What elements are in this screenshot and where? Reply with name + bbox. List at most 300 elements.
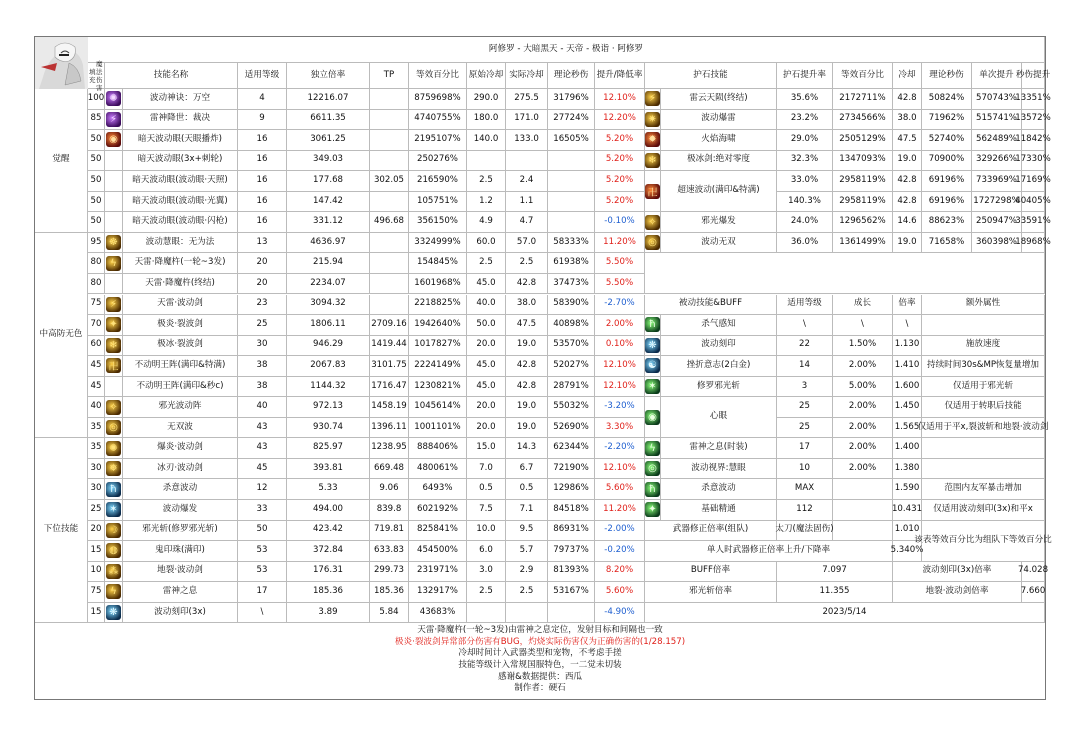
fill-value: 45 — [88, 377, 105, 398]
skill-name: 冰刃·波动剑 — [123, 459, 238, 480]
talisman-icon — [645, 171, 661, 212]
skill-dps: 40898% — [548, 315, 595, 336]
talisman-single: 570743% — [972, 89, 1022, 110]
talisman-equiv: 2734566% — [833, 110, 893, 131]
talisman-icon: ◎ — [645, 235, 660, 250]
passive-growth — [833, 521, 893, 542]
skill-equiv: 250276% — [409, 151, 467, 172]
skill-real-cd: 42.8 — [506, 274, 548, 295]
skill-real-cd: 38.0 — [506, 295, 548, 316]
empty-icon-cell — [105, 274, 123, 295]
fill-header-b: 魔法伤害 — [96, 59, 103, 92]
talisman-cd: 38.0 — [893, 110, 922, 131]
passive-level: MAX — [777, 479, 833, 500]
fill-value: 35 — [88, 418, 105, 439]
talisman-dps: 52740% — [922, 130, 972, 151]
skill-up-rate: -2.20% — [595, 438, 645, 459]
skill-level: 17 — [238, 582, 287, 603]
talisman-single: 360398% — [972, 233, 1022, 254]
talisman-equiv-header: 等效百分比 — [833, 63, 893, 89]
skill-ratio: 393.81 — [287, 459, 370, 480]
skill-real-cd: 42.8 — [506, 356, 548, 377]
passive-mult: 1.010 — [893, 521, 922, 542]
skill-icon: ✦ — [106, 317, 121, 332]
fill-value: 80 — [88, 274, 105, 295]
skill-up-rate: 5.60% — [595, 582, 645, 603]
skill-equiv: 1045614% — [409, 397, 467, 418]
talisman-dps: 69196% — [922, 192, 972, 213]
skill-ratio: 825.97 — [287, 438, 370, 459]
skill-equiv: 1230821% — [409, 377, 467, 398]
talisman-name: 雷云天陨(终结) — [661, 89, 777, 110]
passive-header-mult: 倍率 — [893, 295, 922, 316]
skill-cd: 15.0 — [467, 438, 506, 459]
stamp-mult-label: 波动刻印(3x)倍率 — [893, 562, 1022, 583]
skill-level: 53 — [238, 562, 287, 583]
skill-name: 暗天波动眼(波动眼·闪枪) — [123, 212, 238, 233]
passive-level: \ — [777, 315, 833, 336]
talisman-dps: 71658% — [922, 233, 972, 254]
talisman-sec-header: 秒伤提升 — [1022, 63, 1045, 89]
passive-extra: 仅适用于转职后技能 — [922, 397, 1045, 418]
skill-name: 波动慧眼：无为法 — [123, 233, 238, 254]
skill-real-cd: 2.9 — [506, 562, 548, 583]
talisman-equiv: 2505129% — [833, 130, 893, 151]
skill-cd: 45.0 — [467, 274, 506, 295]
passive-icon — [645, 479, 661, 500]
talisman-equiv: 1361499% — [833, 233, 893, 254]
skill-up-rate: -2.00% — [595, 521, 645, 542]
skill-dps: 58333% — [548, 233, 595, 254]
skill-up-rate: 12.10% — [595, 356, 645, 377]
fill-value: 95 — [88, 233, 105, 254]
passive-mult: 1.130 — [893, 336, 922, 357]
passive-level: 10 — [777, 459, 833, 480]
talisman-single: 515741% — [972, 110, 1022, 131]
talisman-icon: ✧ — [645, 215, 660, 230]
talisman-sec: 11842% — [1022, 130, 1045, 151]
talisman-rate-header: 护石提升率 — [777, 63, 833, 89]
skill-dps: 27724% — [548, 110, 595, 131]
skill-ratio: 3094.32 — [287, 295, 370, 316]
passive-level: 太刀(魔法固伤) — [777, 521, 833, 542]
skill-ratio: 215.94 — [287, 253, 370, 274]
single-vs-team-value: 5.340% — [893, 541, 922, 562]
talisman-cd: 19.0 — [893, 233, 922, 254]
skill-up-rate: 8.20% — [595, 562, 645, 583]
skill-dps: 12986% — [548, 479, 595, 500]
passive-extra: 范围内友军暴击增加 — [922, 479, 1045, 500]
skill-real-cd: 275.5 — [506, 89, 548, 110]
skill-tp — [370, 274, 409, 295]
fill-value: 80 — [88, 253, 105, 274]
empty-icon-cell — [105, 151, 123, 172]
skill-name: 暗天波动眼(波动眼·光翼) — [123, 192, 238, 213]
earth-mult-value: 7.660 — [1022, 582, 1045, 603]
skill-dps: 53570% — [548, 336, 595, 357]
passive-level: 112 — [777, 500, 833, 521]
level-header: 适用等级 — [238, 63, 287, 89]
fill-value: 30 — [88, 479, 105, 500]
skill-ratio: 176.31 — [287, 562, 370, 583]
talisman-rate: 29.0% — [777, 130, 833, 151]
passive-extra — [922, 459, 1045, 480]
skill-tp: 302.05 — [370, 171, 409, 192]
passive-mult: \ — [893, 315, 922, 336]
skill-ratio: 946.29 — [287, 336, 370, 357]
fill-value: 30 — [88, 459, 105, 480]
skill-cd: 20.0 — [467, 397, 506, 418]
skill-dps: 52690% — [548, 418, 595, 439]
footer-notes — [35, 621, 1045, 699]
skill-level: 43 — [238, 418, 287, 439]
skill-level: 40 — [238, 397, 287, 418]
skill-name: 邪光波动阵 — [123, 397, 238, 418]
footer-line: 感谢&数据提供：西瓜 — [497, 671, 583, 682]
skill-ratio: 423.42 — [287, 521, 370, 542]
talisman-dps: 71962% — [922, 110, 972, 131]
skill-real-cd: 14.3 — [506, 438, 548, 459]
passive-growth — [833, 479, 893, 500]
skill-up-rate: 11.20% — [595, 500, 645, 521]
talisman-name: 波动爆雷 — [661, 110, 777, 131]
skill-cd: 7.5 — [467, 500, 506, 521]
skill-real-cd: 9.5 — [506, 521, 548, 542]
skill-tp: 9.06 — [370, 479, 409, 500]
skill-equiv: 2218825% — [409, 295, 467, 316]
passive-header-name: 被动技能&BUFF — [645, 295, 777, 316]
skill-dps: 86931% — [548, 521, 595, 542]
skill-up-rate: -3.20% — [595, 397, 645, 418]
passive-icon: ✦ — [645, 502, 660, 517]
passive-extra: 施放速度 — [922, 336, 1045, 357]
fill-value: 35 — [88, 438, 105, 459]
passive-name: 杀意波动 — [661, 479, 777, 500]
skill-ratio: 2234.07 — [287, 274, 370, 295]
passive-extra: 仅适用于邪光斩 — [922, 377, 1045, 398]
talisman-name: 极冰剑:绝对零度 — [661, 151, 777, 172]
talisman-cd: 42.8 — [893, 171, 922, 192]
skill-equiv: 1017827% — [409, 336, 467, 357]
skill-tp: 299.73 — [370, 562, 409, 583]
passive-mult: 1.450 — [893, 397, 922, 418]
passive-extra: 仅适用波动刻印(3x)和平x — [922, 500, 1045, 521]
passive-mult: 1.565 — [893, 418, 922, 439]
skill-dps: 55032% — [548, 397, 595, 418]
skill-up-rate: 3.30% — [595, 418, 645, 439]
skill-icon — [105, 110, 123, 131]
skill-dps — [548, 192, 595, 213]
passive-icon — [645, 377, 661, 398]
skill-icon — [105, 500, 123, 521]
passive-mult: 1.410 — [893, 356, 922, 377]
skill-cd: 7.0 — [467, 459, 506, 480]
real-cd-header: 实际冷却 — [506, 63, 548, 89]
fill-value: 20 — [88, 521, 105, 542]
talisman-sec: 40405% — [1022, 192, 1045, 213]
skill-real-cd: 171.0 — [506, 110, 548, 131]
skill-equiv: 356150% — [409, 212, 467, 233]
talisman-cd-header: 冷却 — [893, 63, 922, 89]
skill-tp: 2709.16 — [370, 315, 409, 336]
empty-icon-cell — [105, 377, 123, 398]
passive-header-level: 适用等级 — [777, 295, 833, 316]
skill-cd: 3.0 — [467, 562, 506, 583]
skill-cd — [467, 151, 506, 172]
skill-icon: ❄ — [106, 338, 121, 353]
fill-value: 75 — [88, 295, 105, 316]
talisman-sec: 13351% — [1022, 89, 1045, 110]
skill-icon: ϟ — [106, 256, 121, 271]
skill-real-cd: 2.5 — [506, 582, 548, 603]
skill-level: 16 — [238, 130, 287, 151]
skill-icon: ✶ — [106, 502, 121, 517]
skill-tp: 839.8 — [370, 500, 409, 521]
fill-value: 10 — [88, 562, 105, 583]
skill-name: 不动明王阵(满印&特满) — [123, 356, 238, 377]
talisman-cd: 14.6 — [893, 212, 922, 233]
passive-name: 波动视界:慧眼 — [661, 459, 777, 480]
skill-tp — [370, 130, 409, 151]
passive-growth: 1.50% — [833, 336, 893, 357]
passive-mult: 1.600 — [893, 377, 922, 398]
skill-real-cd: 19.0 — [506, 336, 548, 357]
fill-value: 40 — [88, 397, 105, 418]
skill-level: 13 — [238, 233, 287, 254]
skill-name: 无双波 — [123, 418, 238, 439]
skill-cd: 50.0 — [467, 315, 506, 336]
talisman-single: 562489% — [972, 130, 1022, 151]
skill-real-cd: 4.7 — [506, 212, 548, 233]
skill-level: \ — [238, 603, 287, 624]
skill-equiv: 602192% — [409, 500, 467, 521]
skill-name: 波动爆发 — [123, 500, 238, 521]
skill-ratio: 349.03 — [287, 151, 370, 172]
skill-up-rate: 5.50% — [595, 253, 645, 274]
talisman-dps: 70900% — [922, 151, 972, 172]
group-label: 中高防无色 — [35, 233, 88, 439]
skill-level: 33 — [238, 500, 287, 521]
skill-ratio: 4636.97 — [287, 233, 370, 254]
skill-tp: 5.84 — [370, 603, 409, 624]
skill-real-cd: 133.0 — [506, 130, 548, 151]
empty-icon-cell — [105, 171, 123, 192]
skill-cd: 60.0 — [467, 233, 506, 254]
skill-ratio: 3061.25 — [287, 130, 370, 151]
talisman-cd: 42.8 — [893, 89, 922, 110]
skill-equiv: 231971% — [409, 562, 467, 583]
skill-up-rate: -0.10% — [595, 212, 645, 233]
skill-icon — [105, 438, 123, 459]
skill-icon — [105, 233, 123, 254]
skill-up-rate: 2.00% — [595, 315, 645, 336]
talisman-icon — [645, 151, 661, 172]
fill-value: 50 — [88, 151, 105, 172]
cd-header: 原始冷却 — [467, 63, 506, 89]
fill-value: 45 — [88, 356, 105, 377]
talisman-sec: 18968% — [1022, 233, 1045, 254]
fill-value: 15 — [88, 541, 105, 562]
talisman-rate: 32.3% — [777, 151, 833, 172]
fill-value: 75 — [88, 582, 105, 603]
skill-ratio: 972.13 — [287, 397, 370, 418]
footer-line: 制作者：硬石 — [514, 683, 566, 694]
fill-value: 50 — [88, 171, 105, 192]
talisman-dps: 69196% — [922, 171, 972, 192]
skill-icon — [105, 562, 123, 583]
passive-extra — [922, 315, 1045, 336]
skill-tp: 496.68 — [370, 212, 409, 233]
skill-cd: 4.9 — [467, 212, 506, 233]
skill-icon — [105, 418, 123, 439]
skill-icon — [105, 459, 123, 480]
skill-tp — [370, 295, 409, 316]
skill-name-header: 技能名称 — [105, 63, 238, 89]
passive-name: 波动刻印 — [661, 336, 777, 357]
skill-dps: 52027% — [548, 356, 595, 377]
skill-cd: 1.2 — [467, 192, 506, 213]
skill-level: 12 — [238, 479, 287, 500]
skill-name: 鬼印珠(满印) — [123, 541, 238, 562]
skill-up-rate: 12.10% — [595, 377, 645, 398]
skill-up-rate: 0.10% — [595, 336, 645, 357]
skill-equiv: 6493% — [409, 479, 467, 500]
skill-cd: 45.0 — [467, 356, 506, 377]
skill-up-rate: 11.20% — [595, 233, 645, 254]
fill-value: 60 — [88, 336, 105, 357]
skill-cd: 180.0 — [467, 110, 506, 131]
talisman-sec: 13572% — [1022, 110, 1045, 131]
skill-ratio: 3.89 — [287, 603, 370, 624]
skill-real-cd: 5.7 — [506, 541, 548, 562]
talisman-rate: 23.2% — [777, 110, 833, 131]
passive-growth: 2.00% — [833, 397, 893, 418]
empty-icon-cell — [105, 192, 123, 213]
skill-equiv: 4740755% — [409, 110, 467, 131]
talisman-icon: 卍 — [645, 184, 660, 199]
footer-line: 技能等级计入常规国服特色，一二觉未切装 — [458, 660, 622, 670]
skill-level: 53 — [238, 541, 287, 562]
passive-icon: ◎ — [645, 461, 660, 476]
talisman-name: 超速波动(满印&特满) — [661, 171, 777, 212]
passive-level: 14 — [777, 356, 833, 377]
skill-up-rate: 12.20% — [595, 110, 645, 131]
skill-name: 波动神诀：万空 — [123, 89, 238, 110]
skill-dps: 58390% — [548, 295, 595, 316]
skill-ratio: 494.00 — [287, 500, 370, 521]
skill-cd: 10.0 — [467, 521, 506, 542]
skill-icon — [105, 397, 123, 418]
skill-icon — [105, 541, 123, 562]
skill-icon — [105, 336, 123, 357]
skill-equiv: 1001101% — [409, 418, 467, 439]
talisman-equiv: 2172711% — [833, 89, 893, 110]
skill-name: 地裂·波动剑 — [123, 562, 238, 583]
talisman-rate: 33.0% — [777, 171, 833, 192]
skill-equiv: 1942640% — [409, 315, 467, 336]
talisman-icon — [645, 130, 661, 151]
talisman-icon: ⚡ — [645, 91, 660, 106]
skill-real-cd: 42.8 — [506, 377, 548, 398]
skill-tp: 185.36 — [370, 582, 409, 603]
skill-ratio: 147.42 — [287, 192, 370, 213]
group-label: 下位技能 — [35, 438, 88, 623]
passive-name: 心眼 — [661, 397, 777, 438]
skill-icon — [105, 582, 123, 603]
passive-icon: ◉ — [645, 410, 660, 425]
skill-name: 暗天波动眼(波动眼·天照) — [123, 171, 238, 192]
skill-up-rate: 5.60% — [595, 479, 645, 500]
skill-ratio: 12216.07 — [287, 89, 370, 110]
skill-equiv: 43683% — [409, 603, 467, 624]
passive-icon: ϟ — [645, 441, 660, 456]
skill-icon: ◉ — [106, 132, 121, 147]
dps-header: 理论秒伤 — [548, 63, 595, 89]
skill-ratio: 331.12 — [287, 212, 370, 233]
skill-tp: 719.81 — [370, 521, 409, 542]
skill-real-cd: 57.0 — [506, 233, 548, 254]
fill-value: 100 — [88, 89, 105, 110]
talisman-rate: 35.6% — [777, 89, 833, 110]
skill-equiv: 825841% — [409, 521, 467, 542]
skill-tp: 633.83 — [370, 541, 409, 562]
skill-icon: ❋ — [106, 605, 121, 620]
skill-dps: 84518% — [548, 500, 595, 521]
talisman-cd: 42.8 — [893, 192, 922, 213]
talisman-cd: 47.5 — [893, 130, 922, 151]
passive-growth: 2.00% — [833, 418, 893, 439]
skill-dps: 62344% — [548, 438, 595, 459]
skill-level: 23 — [238, 295, 287, 316]
passive-icon: ✶ — [645, 379, 660, 394]
skill-dps — [548, 151, 595, 172]
talisman-sec: 17330% — [1022, 151, 1045, 172]
fill-header — [88, 59, 105, 92]
skill-name: 天雷·降魔杵(终结) — [123, 274, 238, 295]
team-note: 该表等效百分比为组队下等效百分比 — [922, 521, 1045, 562]
skill-equiv: 888406% — [409, 438, 467, 459]
fill-value: 25 — [88, 500, 105, 521]
skill-real-cd: 0.5 — [506, 479, 548, 500]
skill-ratio: 372.84 — [287, 541, 370, 562]
skill-icon — [105, 130, 123, 151]
talisman-single: 733969% — [972, 171, 1022, 192]
skill-icon — [105, 315, 123, 336]
talisman-cd: 19.0 — [893, 151, 922, 172]
skill-icon: ❅ — [106, 461, 121, 476]
skill-level: 50 — [238, 521, 287, 542]
skill-equiv: 1601968% — [409, 274, 467, 295]
passive-icon: ☯ — [645, 358, 660, 373]
footer-line: 冷却时间计入武器类型和宠物，不考虑手搓 — [458, 648, 622, 659]
skill-equiv: 454500% — [409, 541, 467, 562]
skill-tp: 1238.95 — [370, 438, 409, 459]
skill-name: 极炎·裂波剑 — [123, 315, 238, 336]
skill-cd: 0.5 — [467, 479, 506, 500]
passive-extra: 持续时间30s&MP恢复量增加 — [922, 356, 1045, 377]
footer-line: 极炎·裂波剑异常部分伤害有BUG，灼烧实际伤害仅为正确伤害的(1/28.157) — [394, 636, 686, 647]
skill-sheet — [34, 36, 1052, 700]
talisman-single: 250947% — [972, 212, 1022, 233]
skill-real-cd: 47.5 — [506, 315, 548, 336]
passive-icon: ħ — [645, 317, 660, 332]
skill-level: 38 — [238, 377, 287, 398]
skill-ratio: 2067.83 — [287, 356, 370, 377]
skill-cd: 2.5 — [467, 171, 506, 192]
skill-dps: 37473% — [548, 274, 595, 295]
talisman-dps-header: 理论秒伤 — [922, 63, 972, 89]
skill-up-rate: 12.10% — [595, 89, 645, 110]
